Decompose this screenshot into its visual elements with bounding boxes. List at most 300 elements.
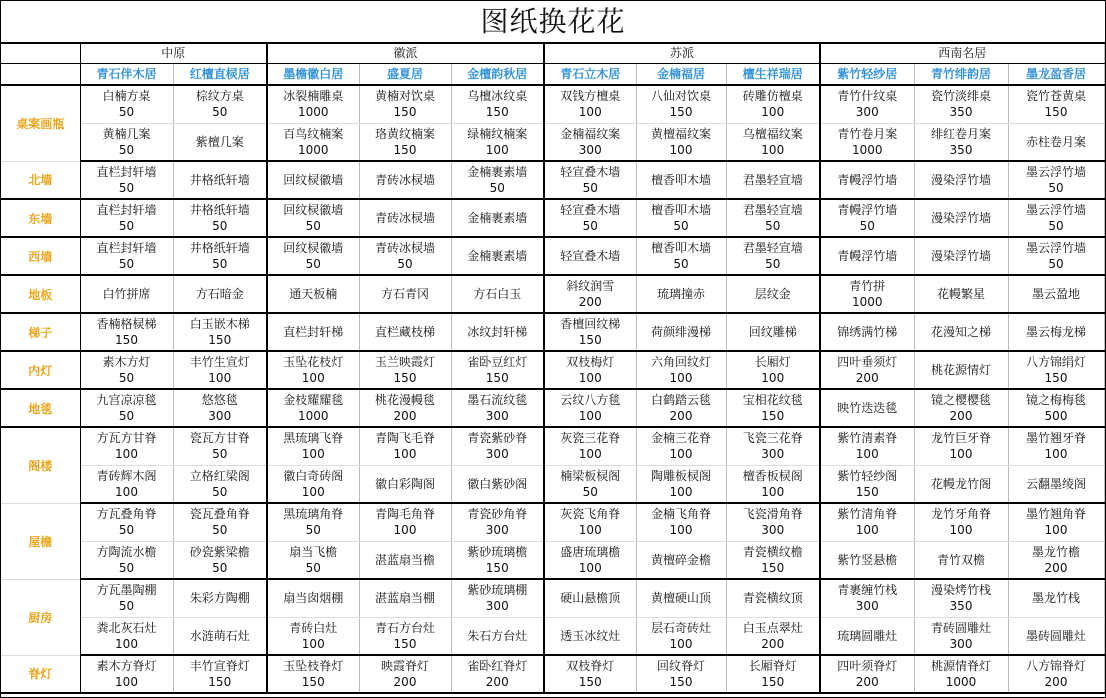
item-name: 墨云梅龙梯 [1025,325,1086,339]
item-name: 青竹卷月案 [837,126,898,141]
item-name: 青砖冰棂墙 [374,173,435,187]
item-cell [451,313,544,351]
item-cell [451,389,544,427]
item-name: 墨云浮竹墙 [1025,241,1086,255]
item-name: 乌檀福纹案 [742,126,803,141]
item-name: 琉璃撞赤 [656,287,705,301]
item-name: 赤柱卷月案 [1025,134,1086,149]
item-cell [173,275,267,313]
item-cost: 100 [578,371,602,385]
item-cell [267,85,359,123]
item-cell [636,617,726,655]
item-name: 青竹双檐 [936,552,985,567]
item-cell [820,617,914,655]
item-name: 层纹金 [754,287,791,301]
item-cost: 1000 [851,295,883,309]
item-name: 方石白玉 [473,287,522,301]
item-cell [173,199,267,237]
item-cell [726,579,820,617]
item-name: 金枝耀耀毯 [283,393,344,407]
item-cost: 150 [669,675,693,689]
item-cell [820,275,914,313]
item-name: 青砖圆雕灶 [930,620,991,635]
item-cost: 100 [578,105,602,120]
item-name: 金楠裹素墙 [467,165,528,179]
item-name: 青幔浮竹墙 [837,173,898,187]
item-cost: 50 [212,257,228,271]
item-name: 青砖辉木阁 [96,468,157,483]
item-cell [636,161,726,199]
item-cell [80,85,173,123]
item-cell [80,617,173,655]
item-name: 方石暗金 [195,287,244,301]
item-cell [267,313,359,351]
item-cost: 100 [669,523,693,538]
item-cell [1008,503,1104,541]
item-cost: 150 [208,675,232,689]
item-name: 棕纹方桌 [195,89,244,104]
item-cell [544,617,636,655]
item-cell [726,351,820,389]
item-cell [914,275,1008,313]
item-cost: 150 [393,142,417,157]
item-cell [726,427,820,465]
item-name: 通天板楠 [289,287,338,301]
item-cost: 100 [578,560,602,575]
item-cell [1008,313,1104,351]
item-cell [267,579,359,617]
item-cell [544,465,636,503]
item-name: 墨云盈地 [1031,287,1080,301]
table-row [1,85,1104,123]
item-cost: 150 [855,484,879,499]
item-cost: 350 [949,142,973,157]
item-cost: 300 [855,599,879,614]
item-name: 八仙对饮桌 [650,89,711,104]
table-row [1,389,1104,427]
item-name: 珞黄纹楠案 [374,126,435,141]
item-name: 黑琉璃飞脊 [283,431,344,446]
item-cell [726,199,820,237]
table-row [1,161,1104,199]
region-header: 苏派 [544,44,820,64]
item-cost: 300 [485,447,509,462]
item-name: 直栏封轩墙 [96,203,157,217]
table-row [1,617,1104,655]
item-name: 墨龙竹檐 [1031,544,1080,559]
item-cell [359,313,451,351]
item-name: 青竹什纹桌 [837,89,898,104]
item-cost: 150 [761,675,785,689]
item-name: 瓷瓦叠角脊 [189,507,250,522]
item-name: 镜之梅梅毯 [1025,393,1086,407]
style-header: 金楠福居 [636,64,726,86]
item-cell [820,199,914,237]
item-name: 黄檀福纹案 [650,126,711,141]
item-cell [267,161,359,199]
item-name: 轻宣叠木墙 [560,203,621,217]
item-name: 粪北灰石灶 [96,620,157,635]
item-cell [636,351,726,389]
item-name: 回纹棂徽墙 [283,173,344,187]
item-name: 青裹缠竹栈 [837,583,898,598]
category-label: 北墙 [1,161,80,199]
item-cost: 100 [393,447,417,462]
table-row [1,503,1104,541]
item-cell [1008,389,1104,427]
item-name: 青瓷横纹檐 [742,544,803,559]
item-cell [451,427,544,465]
item-name: 悠悠毯 [201,393,238,407]
item-cell [451,617,544,655]
item-cell [1008,617,1104,655]
item-name: 紫砂琉璃棚 [467,583,528,598]
item-cost: 200 [485,675,509,689]
item-name: 直栏封轩墙 [96,165,157,179]
item-name: 君墨轻宣墙 [742,203,803,217]
item-cell [451,237,544,275]
item-cell [544,237,636,275]
item-cell [726,275,820,313]
item-name: 青瓷砂角脊 [467,507,528,522]
item-cell [1008,427,1104,465]
item-cost: 300 [485,409,509,423]
item-name: 墨云浮竹墙 [1025,165,1086,179]
table-row [1,465,1104,503]
item-cell [1008,161,1104,199]
item-cell [636,123,726,161]
item-cost: 100 [761,371,785,385]
item-cell [914,389,1008,427]
item-cost: 100 [393,523,417,538]
item-name: 素木方灯 [102,355,151,369]
item-cost: 50 [118,105,135,120]
item-name: 檀香叩木墙 [650,203,711,217]
item-name: 双钱方檀桌 [560,89,621,104]
item-name: 紫竹清角脊 [837,507,898,522]
item-name: 直栏封轩墙 [96,241,157,255]
item-name: 檀香板棂阁 [742,468,803,483]
item-cell [820,503,914,541]
item-cell [359,465,451,503]
item-cost: 300 [949,636,973,651]
item-cell [914,351,1008,389]
item-name: 青砖冰棂墙 [374,241,435,255]
item-name: 墨石流纹毯 [467,393,528,407]
item-cost: 150 [669,105,693,120]
item-name: 立格红梁阁 [189,468,250,483]
item-name: 荷颜绯漫梯 [650,325,711,339]
item-cell [359,85,451,123]
item-cost: 150 [1044,371,1068,385]
item-name: 绯红卷月案 [930,126,991,141]
item-cost: 50 [582,484,598,499]
item-cost: 100 [301,636,325,651]
item-cost: 150 [301,675,325,689]
region-header: 中原 [80,44,267,64]
item-name: 青瓷紫砂脊 [467,431,528,446]
item-cell [726,465,820,503]
item-cost: 50 [212,484,228,499]
item-cell [359,161,451,199]
item-cell [726,161,820,199]
item-cost: 1000 [945,675,977,689]
item-name: 瓷瓦方甘脊 [189,431,250,446]
item-cell [1008,579,1104,617]
item-name: 瓷竹苍黄桌 [1025,89,1086,104]
item-cell [1008,123,1104,161]
item-name: 方陶流水檐 [96,544,157,559]
item-cell [359,275,451,313]
item-name: 朱彩方陶棚 [189,591,250,606]
table-row [1,237,1104,275]
style-header: 墨龙盈香居 [1008,64,1104,86]
item-cell [1008,275,1104,313]
item-cost: 150 [393,636,417,651]
item-cost: 300 [578,142,602,157]
item-cell [914,465,1008,503]
category-label: 梯子 [1,313,80,351]
item-cell [173,427,267,465]
item-cell [173,85,267,123]
item-cost: 150 [485,105,509,120]
item-cell [267,465,359,503]
style-header: 檀生祥瑞居 [726,64,820,86]
item-cost: 150 [578,675,602,689]
item-cell [636,655,726,693]
item-name: 漫染浮竹墙 [930,211,991,225]
item-name: 君墨轻宣墙 [742,173,803,187]
item-name: 盛唐琉璃檐 [560,544,621,559]
item-name: 玉兰映霞灯 [374,355,435,369]
item-cell [173,351,267,389]
item-cost: 200 [578,295,602,309]
item-cost: 350 [949,105,973,120]
item-cost: 50 [673,257,689,271]
item-name: 墨云浮竹墙 [1025,203,1086,217]
item-name: 白竹拼席 [102,287,151,301]
item-cost: 1000 [297,105,329,120]
item-cell [267,199,359,237]
item-cell [173,503,267,541]
item-cost: 100 [578,447,602,462]
item-cell [820,465,914,503]
item-cost: 50 [212,105,228,120]
table-row [1,199,1104,237]
item-name: 冰纹封轩梯 [467,325,528,339]
item-name: 八方锦脊灯 [1025,659,1086,673]
item-name: 层石奇砖灶 [650,620,711,635]
item-cost: 100 [1044,447,1068,462]
item-cost: 50 [305,219,321,233]
item-cost: 100 [301,447,325,462]
item-cost: 150 [1044,105,1068,120]
item-cost: 50 [118,371,135,385]
item-cost: 100 [115,675,138,689]
item-name: 紫竹竖悬檐 [837,552,898,567]
item-cell [1008,465,1104,503]
item-cell [267,655,359,693]
item-cell [173,161,267,199]
item-cell [914,541,1008,579]
item-cost: 300 [485,523,509,538]
item-cost: 150 [393,105,417,120]
item-cost: 1000 [297,142,329,157]
item-cell [80,237,173,275]
item-name: 桃花源情灯 [930,363,991,377]
item-cell [820,123,914,161]
item-name: 紫竹清素脊 [837,431,898,446]
item-name: 青砖冰棂墙 [374,211,435,225]
item-cell [267,123,359,161]
item-cell [914,161,1008,199]
item-name: 雀卧红脊灯 [467,659,528,673]
style-header-row [1,64,1104,86]
item-name: 回纹棂徽墙 [283,203,344,217]
item-cell [173,617,267,655]
item-cell [636,313,726,351]
item-cost: 100 [669,484,693,499]
category-label: 西墙 [1,237,80,275]
item-cost: 100 [669,447,693,462]
item-cost: 100 [761,484,785,499]
item-name: 轻宣叠木墙 [560,249,621,263]
table-row [1,541,1104,579]
item-cell [359,351,451,389]
item-cell [80,161,173,199]
item-cell [726,617,820,655]
item-name: 墨砖圆雕灶 [1025,628,1086,643]
item-cell [359,199,451,237]
item-name: 飞瓷三花脊 [742,431,803,446]
item-cell [636,85,726,123]
corner-cell [1,44,80,64]
item-name: 乌檀冰纹桌 [467,89,528,104]
item-cell [451,275,544,313]
item-cell [359,427,451,465]
item-cost: 50 [859,219,875,233]
item-cell [80,465,173,503]
sheet-title: 图纸换花花 [1,1,1105,44]
item-cost: 200 [669,409,693,423]
item-cost: 150 [208,333,232,347]
item-cost: 50 [1048,219,1064,233]
item-name: 四叶须脊灯 [837,659,898,673]
item-cell [173,541,267,579]
item-cell [636,237,726,275]
item-cost: 100 [761,105,785,120]
item-name: 回纹雕梯 [748,325,797,339]
item-cell [451,655,544,693]
item-name: 硬山悬檐顶 [560,591,621,606]
item-name: 黄檀硬山顶 [650,591,711,606]
item-cost: 200 [393,409,417,423]
item-cost: 500 [1044,409,1068,423]
item-cost: 100 [855,523,879,538]
item-cost: 50 [1048,257,1064,271]
item-cell [544,313,636,351]
item-cost: 200 [855,371,879,385]
item-name: 黄楠对饮桌 [374,89,435,104]
item-name: 映竹迭迭毯 [837,401,898,415]
item-cost: 50 [118,219,135,233]
item-cost: 100 [115,447,138,462]
item-cost: 100 [761,142,785,157]
item-name: 花漫知之梯 [930,325,991,339]
item-cost: 200 [855,675,879,689]
item-name: 回纹棂徽墙 [283,241,344,255]
category-label: 脊灯 [1,655,80,693]
item-cell [1008,237,1104,275]
item-cell [80,389,173,427]
item-cell [820,161,914,199]
item-cost: 50 [305,257,321,271]
item-name: 冰裂楠雕桌 [283,89,344,104]
item-name: 直栏藏枝梯 [374,325,435,339]
item-cell [173,579,267,617]
item-name: 玉坠枝脊灯 [283,659,344,673]
item-cost: 100 [115,636,138,651]
item-cell [267,503,359,541]
item-name: 井格纸轩墙 [189,203,250,217]
item-cell [451,85,544,123]
item-name: 漫染浮竹墙 [930,249,991,263]
item-name: 丰竹宣脊灯 [189,659,250,673]
item-name: 云纹八方毯 [560,393,621,407]
item-cell [451,503,544,541]
item-name: 素木方脊灯 [96,659,157,673]
item-cell [726,123,820,161]
item-cost: 350 [949,599,973,614]
table-row [1,123,1104,161]
item-name: 砂瓷紫梁檐 [189,544,250,559]
category-label: 屋檐 [1,503,80,579]
item-cell [1008,655,1104,693]
item-cell [914,313,1008,351]
item-name: 白鹤踏云毯 [650,393,711,407]
item-cell [359,123,451,161]
item-cost: 50 [582,181,598,195]
item-cost: 100 [301,371,325,385]
item-name: 云翻墨绫阁 [1025,476,1086,491]
item-name: 砖雕仿檀桌 [742,89,803,104]
item-cell [173,465,267,503]
item-cell [914,427,1008,465]
item-cell [544,427,636,465]
item-cell [451,465,544,503]
item-cell [820,351,914,389]
item-cell [636,389,726,427]
item-name: 透玉冰纹灶 [560,628,621,643]
item-cell [914,655,1008,693]
item-cost: 100 [669,371,693,385]
item-cell [80,655,173,693]
item-cost: 100 [208,371,232,385]
item-name: 绿楠纹楠案 [467,126,528,141]
item-cell [726,503,820,541]
item-cell [820,237,914,275]
item-cost: 50 [118,523,135,538]
item-cell [914,503,1008,541]
category-label: 地毯 [1,389,80,427]
item-cell [726,85,820,123]
item-cell [451,123,544,161]
item-cost: 150 [761,560,785,575]
item-cost: 150 [485,560,509,575]
exchange-table [1,44,1105,694]
item-cost: 150 [485,371,509,385]
item-cost: 200 [949,409,973,423]
